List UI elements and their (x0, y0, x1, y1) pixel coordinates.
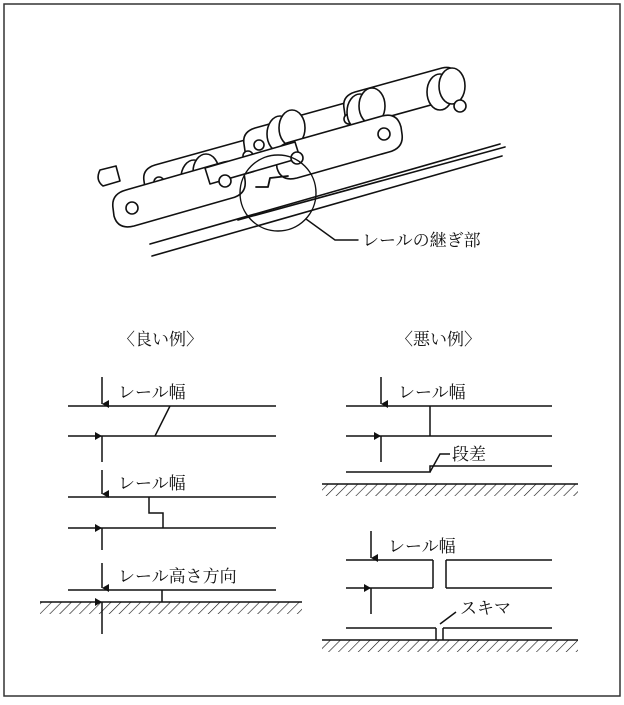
chain-illustration (98, 67, 505, 256)
good-width-label-1: レール幅 (118, 383, 186, 403)
good-height-label: レール高さ方向 (118, 567, 237, 587)
bad-width-label-1: レール幅 (398, 383, 466, 403)
joint-callout-leader (306, 219, 358, 240)
joint-callout-label: レールの継ぎ部 (362, 231, 481, 251)
bad-step-label: 段差 (452, 445, 486, 465)
bad-gap-label: スキマ (460, 599, 511, 619)
good-width-label-2: レール幅 (118, 474, 186, 494)
good-heading: 〈良い例〉 (118, 330, 203, 350)
outer-frame (4, 4, 620, 696)
bad-width-label-2: レール幅 (388, 537, 456, 557)
bad-heading: 〈悪い例〉 (396, 330, 481, 350)
